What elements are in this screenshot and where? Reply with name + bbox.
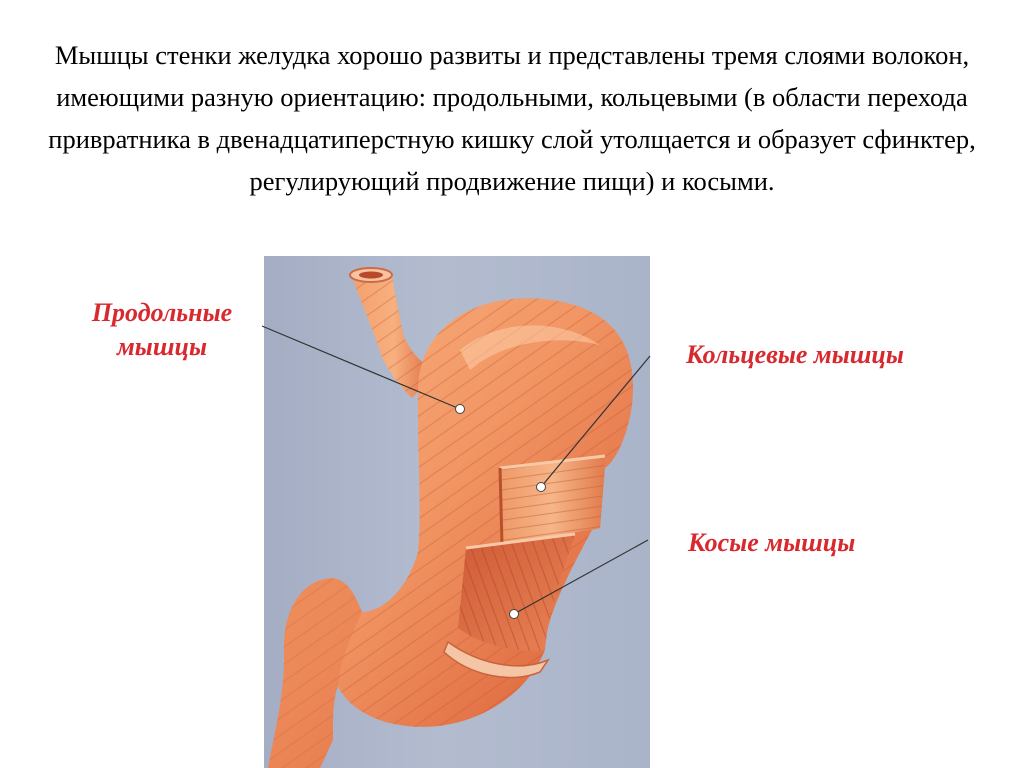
label-longitudinal-muscles: Продольные мышцы: [91, 298, 233, 361]
pointer-dot-oblique: [510, 610, 519, 619]
caption-text: Мышцы стенки желудка хорошо развиты и представлены тремя слоями волокон, имеющими разную ориентацию: продольными, кольцевыми (в области перехода привратника в двенадцатиперстную кишку слой утолщается и образует сфинктер, регулирующий продвижение пищи) и косыми.: [48, 40, 976, 196]
label-oblique-muscles: Косые мышцы: [688, 528, 856, 557]
stomach-body: [268, 298, 633, 768]
pointer-dot-longitudinal: [456, 405, 465, 414]
pointer-dot-circular: [537, 483, 546, 492]
label-circular-muscles: Кольцевые мышцы: [686, 340, 904, 369]
